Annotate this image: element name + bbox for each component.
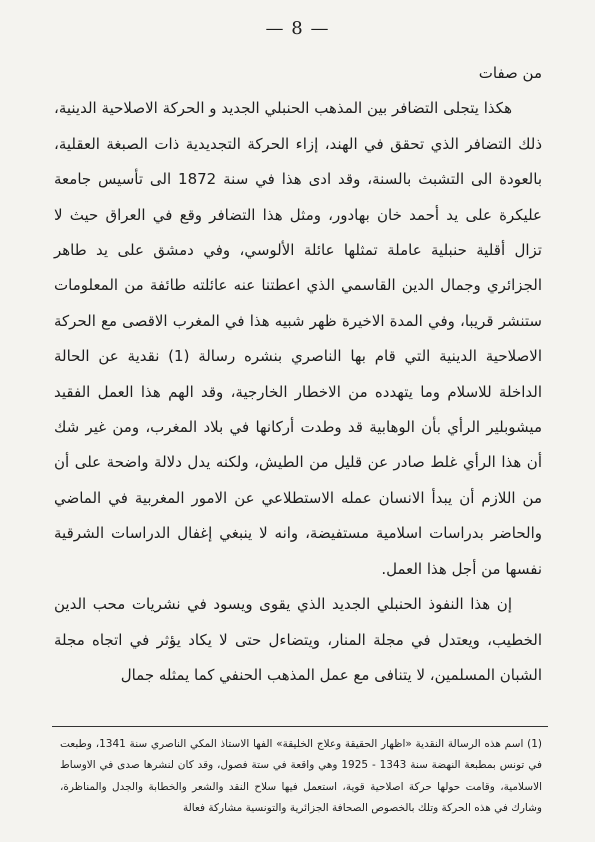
footnote-divider <box>52 726 548 727</box>
page-number: — 8 — <box>265 18 330 39</box>
footnote <box>60 734 542 819</box>
paragraph-1: هكذا يتجلى التضافر بين المذهب الحنبلي الجديد و الحركة الاصلاحية الدينية، ذلك التضافر الذي تحقق في الهند، إزاء الحركة التجديدية ذات الصبغة العقلية، بالعودة الى التشبث بالسنة، وقد ادى هذا في سنة 1872 الى تأسيس جامعة عليكرة على يد أحمد خان بهادور، ومثل هذا التضافر وقع في العراق حيث لا تزال أقلية حنبلية عاملة تمثلها عائلة الألوسي، وفي دمشق على يد طاهر الجزائري وجمال الدين القاسمي الذي اعطتنا عنه عائلته طائفة من المعلومات ستنشر قريبا، وفي المدة الاخيرة ظهر شبيه هذا في المغرب الاقصى مع الحركة الاصلاحية الدينية التي قام بها الناصري بنشره رسالة (1) نقدية عن الحالة الداخلة للاسلام وما يتهدده من الاخطار الخارجية، وقد الهم هذا العمل الفقيد ميشوبلير الرأي بأن الوهابية قد وطدت أركانها في بلاد المغرب، ومن غير شك أن هذا الرأي غلط صادر عن قليل من الطيش، ولكنه يدل دلالة واضحة على أن من اللازم أن يبدأ الانسان عمله الاستطلاعي عن الامور المغربية في الماضي والحاضر بدراسات اسلامية مستفيضة، وانه لا ينبغي إغفال الدراسات الشرقية نفسها من أجل هذا العمل. <box>54 99 543 578</box>
paragraph-2: إن هذا النفوذ الحنبلي الجديد الذي يقوى ويسود في نشريات محب الدين الخطيب، ويعتدل في مجلة المنار، ويتضاءل حتى لا يكاد يؤثر في اتجاه مجلة الشبان المسلمين، لا يتنافى مع عمل المذهب الحنفي كما يمثله جمال <box>54 595 542 684</box>
main-text <box>54 56 542 693</box>
footnote-text: (1) اسم هذه الرسالة النقدية «اظهار الحقيقة وعلاج الخليقة» الفها الاستاذ المكي الناصري سنة 1341، وطبعت في تونس بمطبعة النهضة سنة 1343 - 1925 وهي واقعة في ستة فصول، وقد كان لنشرها صدى في الاوساط الاسلامية، وقامت حولها حركة اصلاحية قوية، استعمل فيها سلاح النقد والشعر والخطابة والجدل والمناظرة، وشارك في هذه الحركة وتلك بالخصوص الصحافة الجزائرية والتونسية مشاركة فعالة <box>60 738 542 814</box>
heading-fragment: من صفات <box>478 64 542 82</box>
